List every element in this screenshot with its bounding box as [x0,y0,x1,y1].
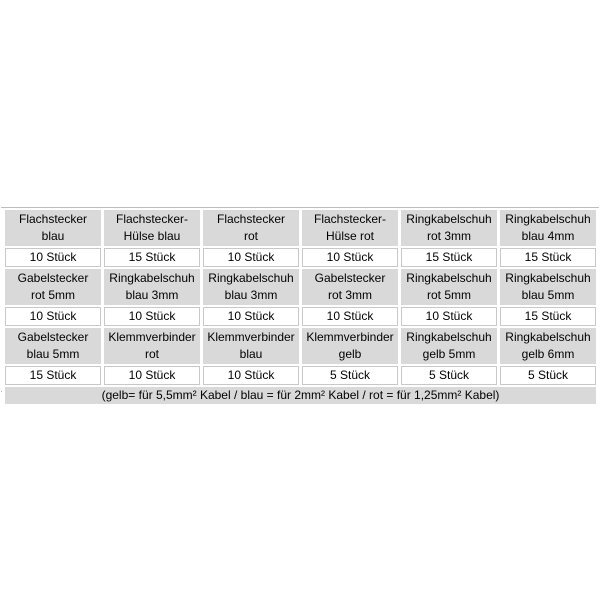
product-name-cell: Gabelstecker blau 5mm [5,328,101,364]
quantity-cell: 15 Stück [104,248,200,267]
product-name-cell: Ringkabelschuh rot 3mm [401,210,497,246]
product-name-cell: Flachstecker rot [203,210,299,246]
product-table [2,208,599,406]
quantity-row [5,307,596,326]
product-name-cell: Gabelstecker rot 5mm [5,269,101,305]
quantity-cell: 10 Stück [104,366,200,385]
product-name-cell: Flachstecker- Hülse rot [302,210,398,246]
product-name-cell: Ringkabelschuh rot 5mm [401,269,497,305]
quantity-cell: 10 Stück [104,307,200,326]
footnote-row [5,387,596,404]
quantity-cell: 10 Stück [203,248,299,267]
product-name-cell: Ringkabelschuh blau 3mm [104,269,200,305]
quantity-cell: 5 Stück [302,366,398,385]
quantity-cell: 10 Stück [401,307,497,326]
product-name-cell: Ringkabelschuh gelb 5mm [401,328,497,364]
cable-size-footnote: (gelb= für 5,5mm² Kabel / blau = für 2mm² Kabel / rot = für 1,25mm² Kabel) [5,387,596,404]
quantity-cell: 5 Stück [500,366,596,385]
quantity-cell: 10 Stück [203,366,299,385]
quantity-cell: 15 Stück [500,248,596,267]
product-name-cell: Ringkabelschuh blau 5mm [500,269,596,305]
quantity-row [5,248,596,267]
quantity-row [5,366,596,385]
quantity-cell: 15 Stück [5,366,101,385]
product-name-cell: Ringkabelschuh blau 3mm [203,269,299,305]
quantity-cell: 15 Stück [500,307,596,326]
product-name-cell: Ringkabelschuh blau 4mm [500,210,596,246]
quantity-cell: 10 Stück [5,248,101,267]
product-name-cell: Klemmverbinder blau [203,328,299,364]
product-name-row [5,210,596,246]
product-name-cell: Ringkabelschuh gelb 6mm [500,328,596,364]
product-name-cell: Flachstecker blau [5,210,101,246]
product-name-row [5,269,596,305]
quantity-cell: 10 Stück [302,307,398,326]
product-name-cell: Klemmverbinder rot [104,328,200,364]
quantity-cell: 10 Stück [203,307,299,326]
product-name-cell: Gabelstecker rot 3mm [302,269,398,305]
quantity-cell: 15 Stück [401,248,497,267]
quantity-cell: 10 Stück [302,248,398,267]
product-name-row [5,328,596,364]
product-name-cell: Flachstecker- Hülse blau [104,210,200,246]
quantity-cell: 10 Stück [5,307,101,326]
quantity-cell: 5 Stück [401,366,497,385]
product-name-cell: Klemmverbinder gelb [302,328,398,364]
